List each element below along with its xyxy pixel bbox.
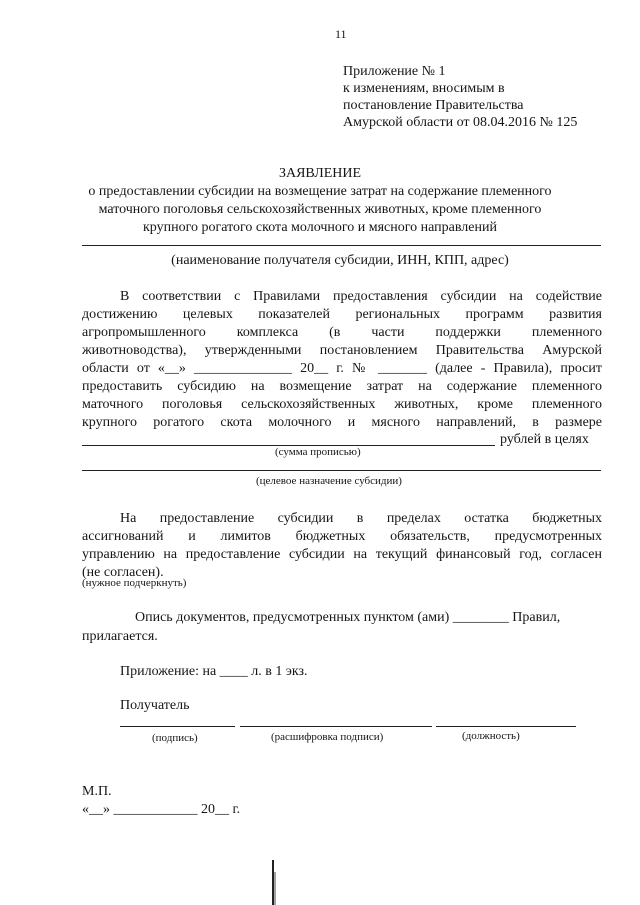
body-line: На предоставление субсидии в пределах остатка бюджетных	[120, 511, 602, 526]
purpose-caption: (целевое назначение субсидии)	[256, 475, 402, 487]
annex-line: постановление Правительства	[343, 98, 524, 113]
body-line: крупного рогатого скота молочного и мясного направлений, в размере	[82, 415, 602, 430]
signature-line[interactable]	[120, 726, 235, 727]
signature-caption: (подпись)	[152, 732, 198, 744]
recipient-label: Получатель	[120, 698, 190, 713]
title-subline: о предоставлении субсидии на возмещение затрат на содержание племенного	[88, 184, 552, 199]
body-line: предоставить субсидию на возмещение затрат на содержание племенного	[82, 379, 602, 394]
body-line: достижению целевых показателей региональных программ развития	[82, 307, 602, 322]
body-line: области от «__» ______________ 20__ г. № _______ (далее - Правила), просит	[82, 361, 602, 376]
page-number: 11	[335, 27, 347, 41]
attachment-line: Приложение: на ____ л. в 1 экз.	[120, 664, 308, 679]
underline-note: (нужное подчеркнуть)	[82, 577, 187, 589]
date-line: «__» ____________ 20__ г.	[82, 802, 241, 817]
body-line: ассигнований и лимитов бюджетных обязательств, предусмотренных	[82, 529, 602, 544]
sum-caption: (сумма прописью)	[275, 446, 361, 458]
body-line: маточного поголовья сельскохозяйственных животных, кроме племенного	[82, 397, 602, 412]
recipient-line[interactable]	[82, 245, 601, 246]
annex-line: Приложение № 1	[343, 64, 446, 79]
position-caption: (должность)	[462, 730, 520, 742]
purpose-line[interactable]	[82, 470, 601, 471]
body-line: агропромышленного комплекса (в части поддержки племенного	[82, 325, 602, 340]
decryption-line[interactable]	[240, 726, 432, 727]
binding-mark	[264, 858, 284, 905]
position-line[interactable]	[436, 726, 576, 727]
inventory-line: прилагается.	[82, 629, 158, 644]
title-subline: крупного рогатого скота молочного и мясного направлений	[143, 220, 497, 235]
inventory-line: Опись документов, предусмотренных пунктом (ами) ________ Правил,	[135, 610, 561, 625]
decryption-caption: (расшифровка подписи)	[271, 731, 384, 743]
rubles-text: рублей в целях	[500, 432, 589, 447]
body-line: (не согласен).	[82, 565, 164, 580]
body-line: животноводства), утвержденными постановлением Правительства Амурской	[82, 343, 602, 358]
title-subline: маточного поголовья сельскохозяйственных животных, кроме племенного	[98, 202, 542, 217]
stamp-label: М.П.	[82, 784, 112, 799]
annex-line: к изменениям, вносимым в	[343, 81, 505, 96]
recipient-caption: (наименование получателя субсидии, ИНН, КПП, адрес)	[171, 253, 509, 268]
document-title: ЗАЯВЛЕНИЕ	[278, 166, 362, 181]
annex-line: Амурской области от 08.04.2016 № 125	[343, 115, 578, 130]
body-line: управлению на предоставление субсидии на текущий финансовый год, согласен	[82, 547, 602, 562]
body-line: В соответствии с Правилами предоставления субсидии на содействие	[120, 289, 602, 304]
